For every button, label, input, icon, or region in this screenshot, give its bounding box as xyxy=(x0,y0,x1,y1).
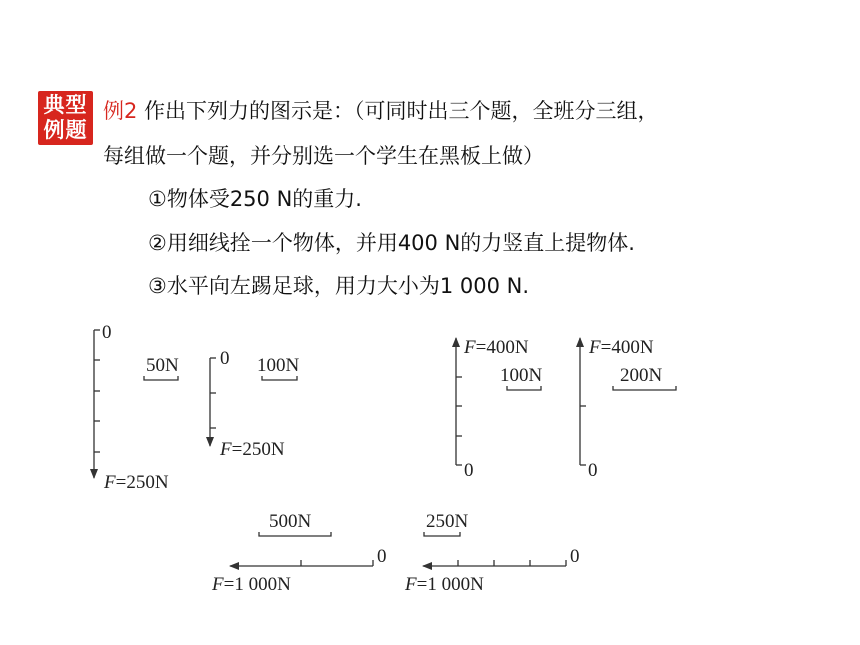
force-label: F=1 000N xyxy=(405,574,484,595)
force-label: F=400N xyxy=(589,337,654,358)
example-text-1: 作出下列力的图示是：（可同时出三个题，全班分三组， xyxy=(137,99,659,123)
scale-bar xyxy=(144,376,178,380)
zero-label: 0 xyxy=(102,322,112,343)
figure-6 xyxy=(404,511,580,595)
example-label: 例2 xyxy=(103,99,138,123)
item-2: ②用细线拴一个物体，并用400 N的力竖直上提物体. xyxy=(148,231,635,255)
scale-bar xyxy=(507,386,541,390)
zero-label: 0 xyxy=(464,460,474,481)
scale-bar xyxy=(424,532,460,536)
zero-label: 0 xyxy=(377,546,387,567)
force-label: F=400N xyxy=(464,337,529,358)
zero-label: 0 xyxy=(570,546,580,567)
force-label: F=250N xyxy=(104,472,169,493)
scale-label: 100N xyxy=(500,365,543,386)
figure-3 xyxy=(456,337,543,481)
zero-label: 0 xyxy=(588,460,598,481)
zero-label: 0 xyxy=(220,348,230,369)
force-label: F=1 000N xyxy=(212,574,291,595)
scale-bar xyxy=(259,532,331,536)
scale-bar xyxy=(262,376,297,380)
figure-5 xyxy=(211,511,387,595)
force-label: F=250N xyxy=(220,439,285,460)
item-1: ①物体受250 N的重力. xyxy=(148,187,362,211)
scale-label: 100N xyxy=(257,355,300,376)
scale-bar xyxy=(613,386,676,390)
badge-line-2: 例题 xyxy=(43,118,88,142)
scale-label: 50N xyxy=(146,355,179,376)
figure-4 xyxy=(580,337,676,481)
example-line-2: 每组做一个题，并分别选一个学生在黑板上做） xyxy=(103,144,544,168)
figure-2 xyxy=(210,348,300,460)
scale-label: 200N xyxy=(620,365,663,386)
scale-label: 500N xyxy=(269,511,312,532)
item-3: ③水平向左踢足球，用力大小为1 000 N. xyxy=(148,274,530,298)
scale-label: 250N xyxy=(426,511,469,532)
figure-1 xyxy=(94,322,179,493)
badge-line-1: 典型 xyxy=(43,93,88,117)
